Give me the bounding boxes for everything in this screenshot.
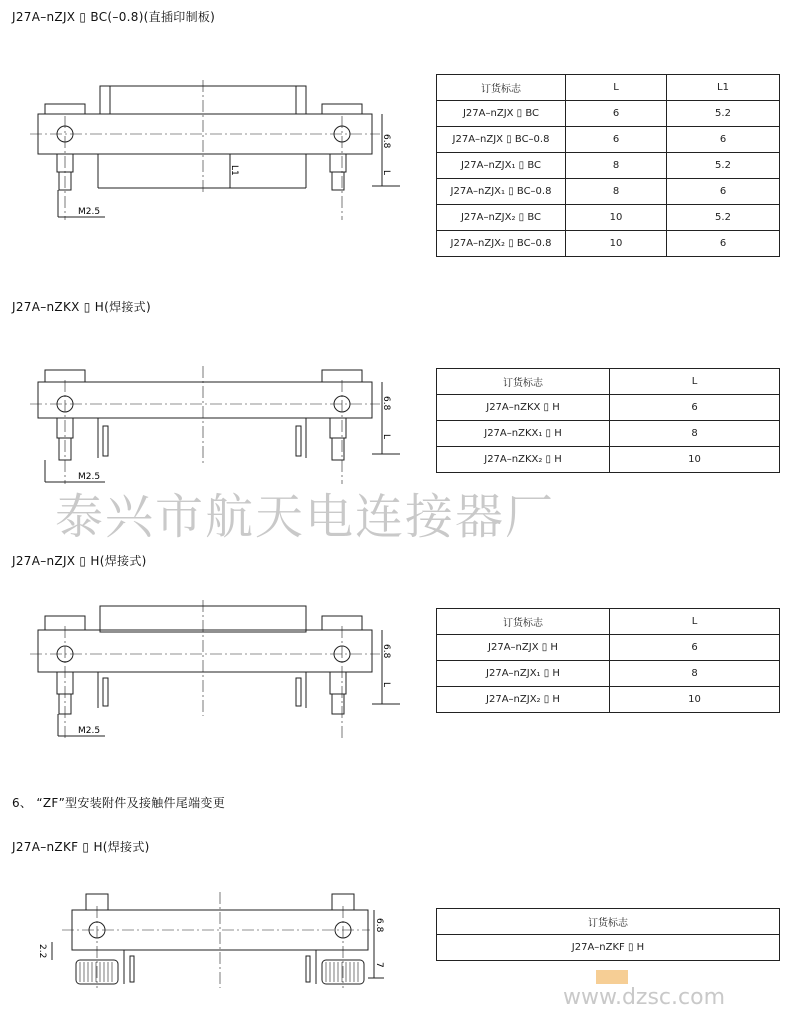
cell: 6: [610, 395, 780, 421]
dim-inner-label: L1: [229, 165, 239, 176]
cell: J27A–nZJX₂ ▯ H: [437, 687, 610, 713]
cell: J27A–nZKX₂ ▯ H: [437, 447, 610, 473]
cell: J27A–nZKF ▯ H: [437, 935, 780, 961]
header-order-code: 订货标志: [437, 75, 566, 101]
dim-bottom-label: L: [381, 682, 391, 688]
section-3-heading: J27A–nZJX ▯ H(焊接式): [12, 554, 147, 568]
cell: 5.2: [667, 153, 780, 179]
dim-side-label: 6.8: [374, 918, 384, 933]
spec-table-2: [436, 368, 780, 473]
dim-bottom-label: L: [381, 170, 391, 176]
cell: J27A–nZJX ▯ BC: [437, 101, 566, 127]
cell: 6: [566, 101, 667, 127]
section-2-heading: J27A–nZKX ▯ H(焊接式): [12, 300, 151, 314]
header-order-code: 订货标志: [437, 369, 610, 395]
spec-table-1: [436, 74, 780, 257]
cell: 5.2: [667, 101, 780, 127]
header-l: L: [610, 369, 780, 395]
cell: 10: [566, 205, 667, 231]
cell: J27A–nZKX₁ ▯ H: [437, 421, 610, 447]
cell: J27A–nZJX₁ ▯ BC–0.8: [437, 179, 566, 205]
dim-bottom-label: 7: [374, 962, 384, 968]
connector-drawing-2: [0, 360, 420, 490]
header-order-code: 订货标志: [437, 909, 780, 935]
dim-side-label: 6.8: [381, 644, 391, 659]
watermark-mark: [596, 970, 628, 984]
connector-drawing-4: [0, 888, 420, 998]
cell: J27A–nZKX ▯ H: [437, 395, 610, 421]
spec-table-3: [436, 608, 780, 713]
header-order-code: 订货标志: [437, 609, 610, 635]
cell: 6: [610, 635, 780, 661]
cell: 8: [566, 153, 667, 179]
site-watermark: www.dzsc.com: [563, 985, 726, 1010]
cell: 5.2: [667, 205, 780, 231]
header-l: L: [610, 609, 780, 635]
cell: 6: [667, 179, 780, 205]
header-l: L: [566, 75, 667, 101]
cell: 10: [566, 231, 667, 257]
thread-label: M2.5: [78, 207, 101, 217]
cell: 6: [566, 127, 667, 153]
cell: 8: [566, 179, 667, 205]
thread-label: M2.5: [78, 472, 101, 482]
cell: J27A–nZJX₁ ▯ H: [437, 661, 610, 687]
section-4-heading: 6、 “ZF”型安装附件及接触件尾端变更: [12, 796, 226, 810]
connector-drawing-1: [0, 70, 420, 230]
cell: J27A–nZJX ▯ H: [437, 635, 610, 661]
company-watermark: 泰兴市航天电连接器厂: [55, 489, 556, 545]
cell: J27A–nZJX ▯ BC–0.8: [437, 127, 566, 153]
section-1-heading: J27A–nZJX ▯ BC(–0.8)(直插印制板): [12, 10, 216, 24]
connector-drawing-3: [0, 596, 420, 746]
thread-label: M2.5: [78, 726, 101, 736]
cell: 10: [610, 447, 780, 473]
cell: J27A–nZJX₂ ▯ BC–0.8: [437, 231, 566, 257]
cell: 10: [610, 687, 780, 713]
dim-left-label: 2.2: [37, 944, 47, 959]
cell: 6: [667, 231, 780, 257]
cell: 6: [667, 127, 780, 153]
section-5-heading: J27A–nZKF ▯ H(焊接式): [12, 840, 150, 854]
header-l1: L1: [667, 75, 780, 101]
spec-table-4: [436, 908, 780, 961]
cell: J27A–nZJX₁ ▯ BC: [437, 153, 566, 179]
dim-bottom-label: L: [381, 434, 391, 440]
dim-side-label: 6.8: [381, 134, 391, 149]
dim-side-label: 6.8: [381, 396, 391, 411]
cell: 8: [610, 421, 780, 447]
cell: J27A–nZJX₂ ▯ BC: [437, 205, 566, 231]
cell: 8: [610, 661, 780, 687]
